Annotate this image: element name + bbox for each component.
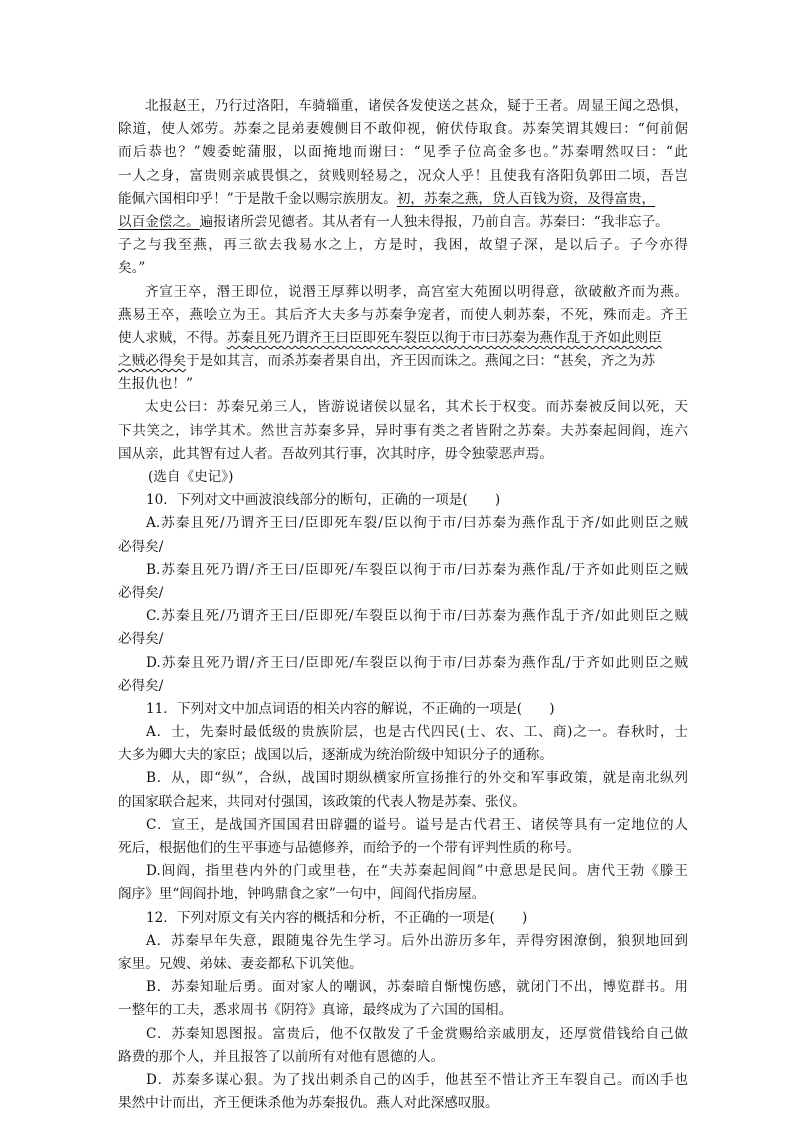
text-line: 下共笑之，讳学其术。然世言苏秦多异，异时事有类之者皆附之苏秦。夫苏秦起闾阎，连六 [118,422,688,439]
text-segment: 遍报诸所尝见德者。其从者有一人独未得报，乃前自言。苏秦曰：“我非忘子。 [199,213,669,230]
text-line: 齐宣王卒，湣王即位，说湣王厚葬以明孝，高宫室大苑囿以明得意，欲破敝齐而为燕。 [145,283,688,300]
underlined-text: 以百金偿之。 [118,213,200,230]
question-stem: 12．下列对原文有关内容的概括和分析，不正确的一项是( ) [146,909,528,926]
text-segment: 于是如其言，而杀苏秦者果自出，齐王因而诛之。燕闻之曰：“甚矣，齐之为苏 [185,353,656,370]
document-page [118,95,688,1115]
option-b-cont: 一整年的工夫，悉求周书《阴符》真谛，最终成为了六国的国相。 [118,1002,513,1019]
option-d: D.闾阎，指里巷内外的门或里巷，在“夫苏秦起闾阎”中意思是民间。唐代王勃《滕王 [146,863,688,880]
text-line [118,350,688,373]
option-d: D．苏秦多谋心狠。为了找出刺杀自己的凶手，他甚至不惜让齐王车裂自己。而凶手也 [146,1071,688,1088]
option-d-cont: 果然中计而出，齐王便诛杀他为苏秦报仇。燕人对此深感叹服。 [118,1095,499,1112]
option-c: C.苏秦且死/乃谓齐王曰/臣即死/车裂臣以徇于市/曰苏秦为燕作乱于齐/如此则臣之贼 [146,608,688,625]
option-d-cont: 必得矣/ [118,677,164,694]
option-c: C．宣王，是战国齐国国君田辟疆的谥号。谥号是古代君王、诸侯等具有一定地位的人 [146,816,688,833]
text-line [118,327,688,350]
paragraph-2 [118,281,688,397]
text-line: 一人之身，富贵则亲戚畏惧之，贫贱则轻易之，况众人乎！且使我有洛阳负郭田二顷，吾岂 [118,167,688,184]
option-a: A．苏秦早年失意，跟随鬼谷先生学习。后外出游历多年，弄得穷困潦倒，狼狈地回到 [146,932,688,949]
text-line: 子之与我至燕，再三欲去我易水之上，方是时，我困，故望子深，是以后子。子今亦得 [118,237,688,254]
option-b: B．从，即“纵”，合纵，战国时期纵横家所宣扬推行的外交和军事政策，就是南北纵列 [146,770,688,787]
option-d-cont: 阁序》里“闾阎扑地，钟鸣鼎食之家”一句中，闾阎代指房屋。 [118,886,486,903]
paragraph-3 [118,396,688,489]
text-line: 燕易王卒，燕哙立为王。其后齐大夫多与苏秦争宠者，而使人刺苏秦，不死，殊而走。齐王 [118,306,688,323]
text-line: 国从亲，此其智有过人者。吾故列其行事，次其时序，毋令独蒙恶声焉。 [118,445,553,462]
option-c: C．苏秦知恩图报。富贵后，他不仅散发了千金赏赐给亲戚朋友，还厚赏借钱给自己做 [146,1025,688,1042]
question-11 [118,698,688,907]
option-c-cont: 必得矣/ [118,631,164,648]
option-a: A．士，先秦时最低级的贵族阶层，也是古代四民(士、农、工、商)之一。春秋时，士 [146,724,688,741]
text-line: 太史公曰：苏秦兄弟三人，皆游说诸侯以显名，其术长于权变。而苏秦被反间以死，天 [145,399,688,416]
text-line: 北报赵王，乃行过洛阳，车骑辎重，诸侯各发使送之甚众，疑于王者。周显王闻之恐惧， [145,98,688,114]
option-b: B．苏秦知耻后勇。面对家人的嘲讽，苏秦暗自惭愧伤感，就闭门不出，博览群书。用 [146,979,688,996]
wavy-underlined-text: 之贼必得矣 [118,353,186,370]
text-line: 矣。” [118,260,146,277]
underlined-text: 初，苏秦之燕，贷人百钱为资，及得富贵， [396,190,656,207]
option-b: B.苏秦且死乃谓/齐王曰/臣即死/车裂臣以徇于市/曰苏秦为燕作乱/于齐如此则臣之贼 [146,561,688,578]
wavy-underlined-text: 苏秦且死乃谓齐王曰臣即死车裂臣以徇于市曰苏秦为燕作乱于齐如此则臣 [226,329,662,346]
option-d: D.苏秦且死乃谓/齐王曰/臣即死/车裂臣以徇于市/曰苏秦为燕作乱/于齐如此则臣之贼 [146,654,688,671]
question-10 [118,489,688,698]
option-b-cont: 的国家联合起来，共同对付强国，该政策的代表人物是苏秦、张仪。 [118,793,526,810]
text-line: 生报仇也！” [118,376,193,393]
option-c-cont: 死后，根据他们的生平事迹与品德修养，而给予的一个带有评判性质的称号。 [118,840,581,856]
text-line [118,188,688,211]
text-line: 除道，使人郊劳。苏秦之昆弟妻嫂侧目不敢仰视，俯伏侍取食。苏秦笑谓其嫂曰：“何前倨 [118,121,688,138]
option-a-cont: 大多为卿大夫的家臣；战国以后，逐渐成为统治阶级中知识分子的通称。 [118,747,553,764]
option-a-cont: 必得矣/ [118,538,164,555]
question-stem: 10．下列对文中画波浪线部分的断句，正确的一项是( ) [146,492,501,509]
option-b-cont: 必得矣/ [118,584,164,601]
paragraph-1 [118,95,688,281]
question-12 [118,907,688,1116]
text-segment: 使人求贼，不得。 [118,329,227,346]
text-segment: 能佩六国相印乎！”于是散千金以赐宗族朋友。 [118,190,397,207]
option-c-cont: 路费的那个人，并且报答了以前所有对他有恩德的人。 [118,1048,445,1065]
source-note: (选自《史记》) [148,469,234,485]
option-a-cont: 家里。兄嫂、弟妹、妻妾都私下讥笑他。 [118,955,363,972]
text-line [118,211,688,234]
question-stem: 11．下列对文中加点词语的相关内容的解说，不正确的一项是( ) [146,700,555,717]
text-line: 而后恭也？”嫂委蛇蒲服，以面掩地而谢曰：“见季子位高金多也。”苏秦喟然叹曰：“此 [118,144,688,161]
option-a: A.苏秦且死/乃谓齐王曰/臣即死车裂/臣以徇于市/曰苏秦为燕作乱于齐/如此则臣之贼 [146,515,688,532]
